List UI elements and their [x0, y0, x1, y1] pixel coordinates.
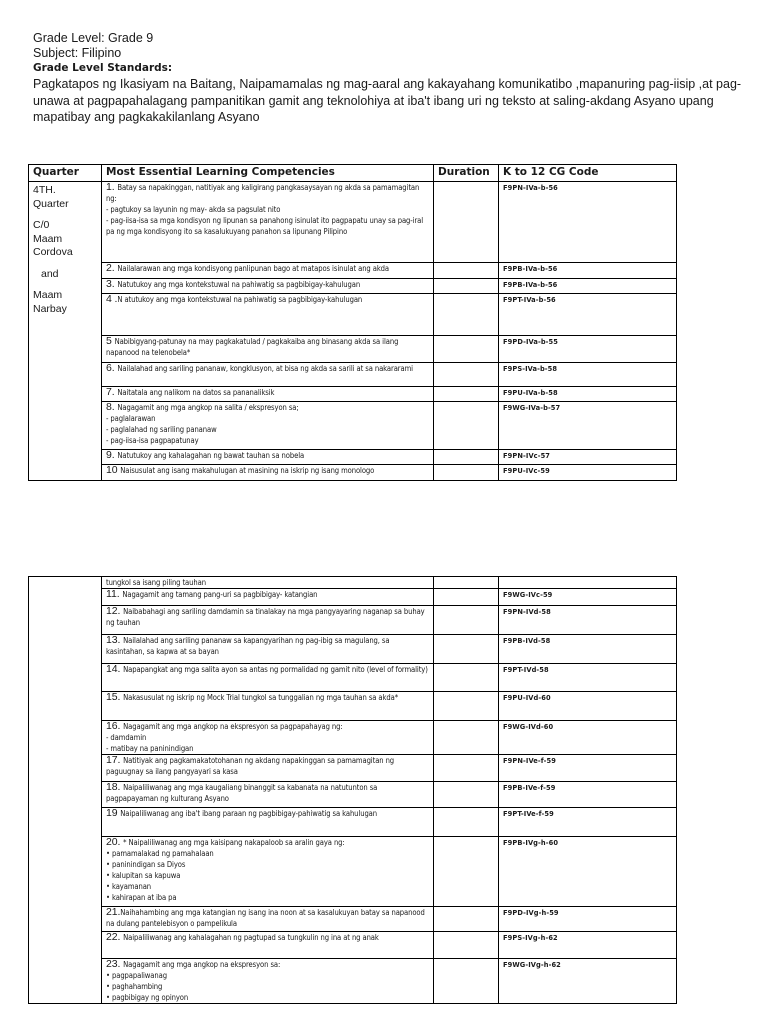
- cg-code-cell: F9PN-IVe-f-59: [499, 755, 677, 782]
- table-row: [29, 782, 677, 808]
- duration-cell: [434, 782, 499, 808]
- table-2-body: [29, 577, 677, 1004]
- competency-number: 15.: [106, 691, 124, 703]
- competency-text: N atutukoy ang mga kontekstuwal na pahiwatig sa pagbibigay-kahulugan: [117, 295, 363, 304]
- table-row: [29, 808, 677, 837]
- duration-cell: [434, 465, 499, 481]
- duration-cell: [434, 837, 499, 907]
- table-row: [29, 932, 677, 959]
- table-row: [29, 182, 677, 263]
- table-row: [29, 577, 677, 589]
- standards-text: Pagkatapos ng Ikasiyam na Baitang, Naipamamalas ng mag-aaral ang kakayahang komunikatibo ,mapanuring pag-iisip ,at pag-unawa at pagpapahalagang pampanitikan gamit ang teknolohiya at iba't ibang uri ng teksto at saling-akdang Asyano upang mapatibay ang pagkakakilanlang Asyano: [33, 77, 742, 124]
- grade-level: Grade Level: Grade 9: [33, 31, 154, 45]
- header-competencies: Most Essential Learning Competencies: [102, 165, 434, 182]
- cg-code-cell: F9PU-IVa-b-58: [499, 387, 677, 402]
- cg-code-cell: F9PN-IVa-b-56: [499, 182, 677, 263]
- competency-number: 6.: [106, 362, 118, 374]
- cg-code-cell: F9PB-IVd-58: [499, 635, 677, 664]
- competency-text: Naipaliliwanag ang kahalagahan ng pagtupad sa tungkulin ng ina at ng anak: [123, 933, 379, 942]
- competency-number: 14.: [106, 663, 124, 675]
- cg-code-cell: F9PB-IVa-b-56: [499, 279, 677, 294]
- competency-number: 2.: [106, 262, 118, 274]
- cg-code-cell: [499, 577, 677, 589]
- duration-cell: [434, 294, 499, 336]
- cg-code-cell: F9WG-IVa-b-57: [499, 402, 677, 450]
- table-row: [29, 837, 677, 907]
- competency-number: 8.: [106, 401, 118, 413]
- cg-code-cell: F9PN-IVd-58: [499, 606, 677, 635]
- duration-cell: [434, 182, 499, 263]
- competency-text: Naipaliliwanag ang iba't ibang paraan ng pagbibigay-pahiwatig sa kahulugan: [120, 809, 377, 818]
- cg-code-cell: F9PB-IVg-h-60: [499, 837, 677, 907]
- competency-text: Nagagamit ang mga angkop na ekspresyon sa: • pagpapaliwanag • paghahambing • pagbibigay ng opinyon: [106, 960, 281, 1002]
- cg-code-cell: F9PB-IVa-b-56: [499, 263, 677, 279]
- duration-cell: [434, 692, 499, 721]
- competency-cell: [102, 755, 434, 782]
- competency-cell: [102, 402, 434, 450]
- duration-cell: [434, 450, 499, 465]
- competency-text: Nagagamit ang tamang pang-uri sa pagbibigay- katangian: [122, 590, 318, 599]
- cg-code-cell: F9WG-IVd-60: [499, 721, 677, 755]
- competency-cell: [102, 279, 434, 294]
- competencies-table-2: [28, 576, 677, 1004]
- duration-cell: [434, 402, 499, 450]
- duration-cell: [434, 932, 499, 959]
- quarter-line5: Cordova: [33, 246, 73, 258]
- cg-code-cell: F9PT-IVe-f-59: [499, 808, 677, 837]
- cg-code-cell: F9PS-IVa-b-58: [499, 363, 677, 387]
- competency-cell: [102, 692, 434, 721]
- cg-code-cell: F9PU-IVc-59: [499, 465, 677, 481]
- competency-text: Naipaliliwanag ang mga kaugaliang binanggit sa kabanata na natutunton sa pagpapayaman ng kulturang Asyano: [106, 783, 378, 803]
- competency-text: Napapangkat ang mga salita ayon sa antas ng pormalidad ng gamit nito (level of formality): [123, 665, 428, 674]
- subject: Subject: Filipino: [33, 46, 122, 60]
- duration-cell: [434, 907, 499, 932]
- duration-cell: [434, 577, 499, 589]
- table-1-body: [29, 182, 677, 481]
- table-row: [29, 664, 677, 692]
- competency-cell: [102, 932, 434, 959]
- competency-text: Nagagamit ang mga angkop na salita / ekspresyon sa; - paglalarawan - paglalahad ng sariling pananaw - pag-iisa-isa pagpapatunay: [106, 403, 299, 445]
- quarter-line6: and: [41, 267, 59, 280]
- table-row: [29, 606, 677, 635]
- competency-text: Naihahambing ang mga katangian ng isang ina noon at sa kasalukuyan batay sa napanood na dulang pantelebisyon o pampelikula: [106, 908, 425, 928]
- cg-code-cell: F9PT-IVd-58: [499, 664, 677, 692]
- competency-number: 19: [106, 807, 121, 819]
- quarter-line3: C/0: [33, 219, 50, 231]
- competency-number: 9.: [106, 449, 118, 461]
- standards-label: Grade Level Standards:: [33, 62, 173, 74]
- competency-text: Nabibigyang-patunay na may pagkakatulad / pagkakaiba ang binasang akda sa ilang napanood na telenobela*: [106, 337, 399, 357]
- quarter-line4: Maam: [33, 232, 63, 245]
- competency-cell: [102, 664, 434, 692]
- competency-cell: [102, 721, 434, 755]
- competency-text: tungkol sa isang piling tauhan: [106, 578, 206, 587]
- competency-cell: [102, 336, 434, 363]
- duration-cell: [434, 808, 499, 837]
- competency-cell: [102, 782, 434, 808]
- competency-number: 16.: [106, 720, 124, 732]
- cg-code-cell: F9PT-IVa-b-56: [499, 294, 677, 336]
- competency-number: 21.: [106, 906, 121, 918]
- competency-cell: [102, 363, 434, 387]
- table-row: [29, 363, 677, 387]
- competency-number: 23.: [106, 958, 124, 970]
- duration-cell: [434, 363, 499, 387]
- table-row: [29, 721, 677, 755]
- competency-text: Naibabahagi ang sariling damdamin sa tinalakay na mga pangyayaring naganap sa buhay ng tauhan: [106, 607, 425, 627]
- cg-code-cell: F9PD-IVg-h-59: [499, 907, 677, 932]
- competency-number: 7.: [106, 386, 118, 398]
- competency-cell: [102, 577, 434, 589]
- competency-text: Naisusulat ang isang makahulugan at masining na iskrip ng isang monologo: [120, 466, 375, 475]
- table-row: [29, 336, 677, 363]
- document-header: [33, 31, 753, 126]
- competency-text: Nakasusulat ng iskrip ng Mock Trial tungkol sa tunggalian ng mga tauhan sa akda*: [123, 693, 399, 702]
- header-quarter: Quarter: [29, 165, 102, 182]
- quarter-cell: [29, 577, 102, 1004]
- competency-text: Batay sa napakinggan, natitiyak ang kaligirang pangkasaysayan ng akda sa pamamagitan ng: - pagtukoy sa layunin ng may- akda sa pagsulat nito - pag-iisa-isa sa mga kondisyon ng lipunan sa panahong isinulat ito pagpapatu unay sa pag-iral pa ng mga kondisyong ito sa kasalukuyang panahon sa lipunang Pilipino: [106, 183, 424, 236]
- duration-cell: [434, 387, 499, 402]
- table-row: [29, 907, 677, 932]
- table-row: [29, 589, 677, 606]
- competency-number: 10: [106, 464, 121, 476]
- table-row: [29, 755, 677, 782]
- competency-cell: [102, 907, 434, 932]
- table-row: [29, 450, 677, 465]
- competency-cell: [102, 808, 434, 837]
- table-row: [29, 465, 677, 481]
- competency-cell: [102, 589, 434, 606]
- competency-text: Nailalahad ang sariling pananaw sa kapangyarihan ng pag-ibig sa magulang, sa kasintahan, sa kapwa at sa bayan: [106, 636, 390, 656]
- cg-code-cell: F9WG-IVc-59: [499, 589, 677, 606]
- table-row: [29, 635, 677, 664]
- competency-text: Natutukoy ang mga kontekstuwal na pahiwatig sa pagbibigay-kahulugan: [117, 280, 361, 289]
- competency-cell: [102, 465, 434, 481]
- cg-code-cell: F9PB-IVe-f-59: [499, 782, 677, 808]
- competency-number: 17.: [106, 754, 124, 766]
- competency-number: 20.: [106, 836, 124, 848]
- table-header-row: [29, 165, 677, 182]
- cg-code-cell: F9PS-IVg-h-62: [499, 932, 677, 959]
- competency-cell: [102, 635, 434, 664]
- quarter-line1: 4TH.: [33, 184, 56, 196]
- competency-number: 18.: [106, 781, 124, 793]
- competency-text: Natutukoy ang kahalagahan ng bawat tauhan sa nobela: [117, 451, 305, 460]
- duration-cell: [434, 755, 499, 782]
- cg-code-cell: F9PD-IVa-b-55: [499, 336, 677, 363]
- competency-number: 11.: [106, 588, 123, 600]
- duration-cell: [434, 263, 499, 279]
- competencies-table-1: [28, 164, 677, 481]
- competency-cell: [102, 263, 434, 279]
- competency-cell: [102, 450, 434, 465]
- competency-number: 22.: [106, 931, 124, 943]
- cg-code-cell: F9PU-IVd-60: [499, 692, 677, 721]
- table-row: [29, 402, 677, 450]
- competency-text: Nagagamit ang mga angkop na ekspresyon sa pagpapahayag ng: - damdamin - matibay na paninindigan: [106, 722, 343, 753]
- duration-cell: [434, 635, 499, 664]
- competency-number: 5: [106, 335, 115, 347]
- quarter-line7: Maam: [33, 289, 63, 301]
- table-row: [29, 294, 677, 336]
- duration-cell: [434, 279, 499, 294]
- table-row: [29, 279, 677, 294]
- competency-number: 4 .: [106, 293, 118, 305]
- competency-number: 1.: [106, 181, 118, 193]
- competency-text: Nailalarawan ang mga kondisyong panlipunan bago at matapos isinulat ang akda: [117, 264, 390, 273]
- header-cg-code: K to 12 CG Code: [499, 165, 677, 182]
- cg-code-cell: F9WG-IVg-h-62: [499, 959, 677, 1004]
- duration-cell: [434, 589, 499, 606]
- table-row: [29, 263, 677, 279]
- quarter-line2: Quarter: [33, 197, 69, 210]
- cg-code-cell: F9PN-IVc-57: [499, 450, 677, 465]
- competency-cell: [102, 959, 434, 1004]
- quarter-line8: Narbay: [33, 302, 67, 315]
- competency-text: Nailalahad ang sariling pananaw, kongklusyon, at bisa ng akda sa sarili at sa nakararami: [117, 364, 413, 373]
- competency-number: 13.: [106, 634, 124, 646]
- competency-text: Naitatala ang nalikom na datos sa pananaliksik: [117, 388, 275, 397]
- competency-text: * Naipaliliwanag ang mga kaisipang nakapaloob sa aralin gaya ng: • pamamalakad ng pamahalaan • paninindigan sa Diyos • kalupitan sa kapuwa • kayamanan • kahirapan at iba pa: [106, 838, 345, 902]
- competency-cell: [102, 294, 434, 336]
- table-row: [29, 387, 677, 402]
- duration-cell: [434, 664, 499, 692]
- duration-cell: [434, 336, 499, 363]
- header-duration: Duration: [434, 165, 499, 182]
- duration-cell: [434, 721, 499, 755]
- table-row: [29, 959, 677, 1004]
- competency-cell: [102, 606, 434, 635]
- quarter-cell: [29, 182, 102, 481]
- table-row: [29, 692, 677, 721]
- duration-cell: [434, 606, 499, 635]
- competency-number: 12.: [106, 605, 124, 617]
- competency-text: Natitiyak ang pagkamakatotohanan ng akdang napakinggan sa pamamagitan ng paguugnay sa ilang pangyayari sa kasa: [106, 756, 395, 776]
- competency-cell: [102, 182, 434, 263]
- competency-number: 3.: [106, 278, 118, 290]
- competency-cell: [102, 837, 434, 907]
- competency-cell: [102, 387, 434, 402]
- duration-cell: [434, 959, 499, 1004]
